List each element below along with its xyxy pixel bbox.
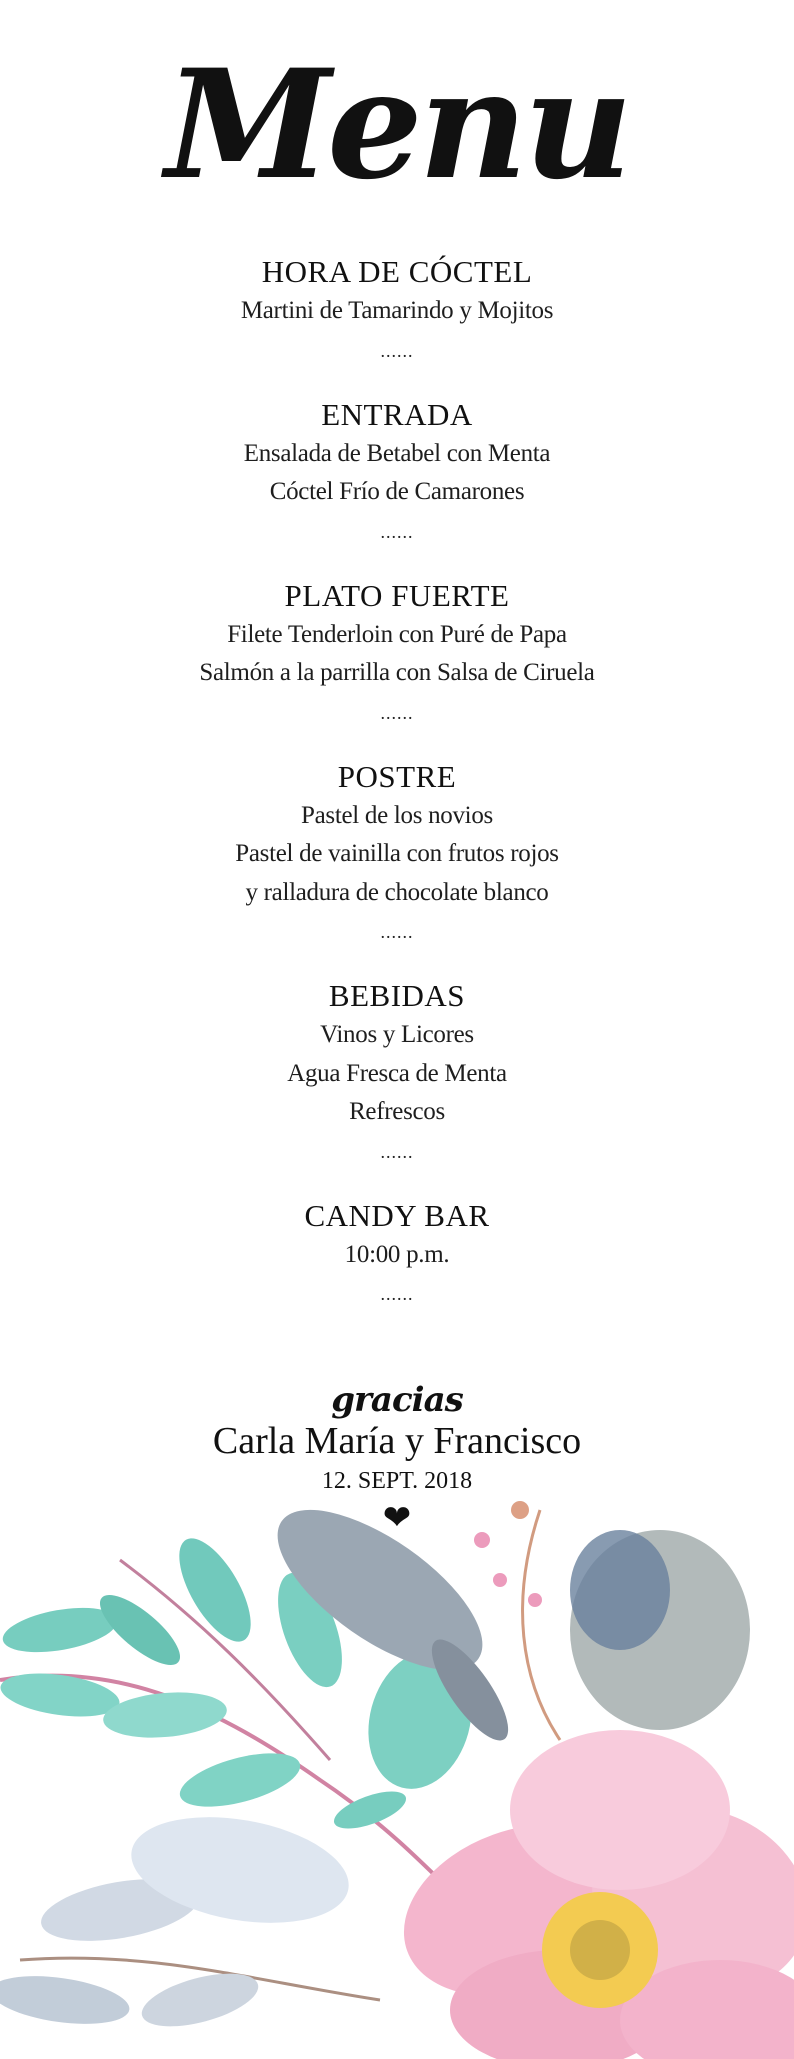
menu-item: Ensalada de Betabel con Menta xyxy=(243,439,551,467)
teal-leaf xyxy=(101,1688,228,1743)
teal-leaf xyxy=(330,1784,411,1836)
section-title: POSTRE xyxy=(337,758,457,794)
menu-item: Refrescos xyxy=(349,1098,445,1125)
menu-section-cocktail-hour xyxy=(0,252,794,363)
teal-leaf xyxy=(0,1667,122,1723)
menu-item: Pastel de vainilla con frutos rojos xyxy=(235,840,559,867)
pink-bud xyxy=(474,1532,490,1548)
pink-bud xyxy=(528,1593,542,1607)
section-separator: ...... xyxy=(380,521,414,542)
section-title: CANDY BAR xyxy=(304,1197,490,1233)
flower-petal xyxy=(510,1730,730,1890)
thanks-script: gracias xyxy=(331,1380,463,1420)
heart-icon: ❤ xyxy=(382,1498,412,1538)
menu-section-candy-bar xyxy=(0,1196,794,1307)
section-title: PLATO FUERTE xyxy=(284,577,510,613)
menu-item: y ralladura de chocolate blanco xyxy=(245,878,549,906)
pink-bud xyxy=(493,1573,507,1587)
section-separator: ...... xyxy=(380,1141,414,1162)
couple-names: Carla María y Francisco xyxy=(212,1420,582,1462)
event-date: 12. SEPT. 2018 xyxy=(321,1468,473,1494)
section-separator: ...... xyxy=(380,702,414,723)
menu-item: Salmón a la parrilla con Salsa de Ciruela xyxy=(199,659,595,686)
flower-center xyxy=(570,1920,630,1980)
menu-title: Menu xyxy=(165,37,629,213)
menu-section-drinks xyxy=(0,976,794,1164)
menu-item: Pastel de los novios xyxy=(301,801,493,829)
section-separator: ...... xyxy=(380,1284,414,1304)
menu-item: Cóctel Frío de Camarones xyxy=(269,478,525,505)
teal-leaf xyxy=(174,1743,305,1818)
grey-leaf xyxy=(570,1530,670,1650)
section-title: ENTRADA xyxy=(321,396,473,432)
grey-leaf xyxy=(0,1968,132,2031)
section-title: BEBIDAS xyxy=(328,978,466,1013)
branch-stem xyxy=(523,1510,560,1740)
menu-section-starter xyxy=(0,395,794,544)
teal-leaf xyxy=(165,1528,265,1652)
section-separator: ...... xyxy=(380,340,414,361)
grey-leaf xyxy=(136,1963,263,2037)
menu-item: Filete Tenderloin con Puré de Papa xyxy=(227,620,567,648)
section-title: HORA DE CÓCTEL xyxy=(261,254,533,289)
menu-item: Agua Fresca de Menta xyxy=(287,1059,507,1087)
section-separator: ...... xyxy=(380,922,414,942)
menu-section-main-course xyxy=(0,576,794,725)
menu-sections xyxy=(0,252,794,1338)
floral-decoration xyxy=(0,1480,794,2059)
menu-item: Vinos y Licores xyxy=(320,1021,474,1048)
menu-item: 10:00 p.m. xyxy=(344,1240,450,1268)
pink-bud xyxy=(511,1501,529,1519)
menu-item: Martini de Tamarindo y Mojitos xyxy=(240,297,554,324)
menu-section-dessert xyxy=(0,757,794,945)
